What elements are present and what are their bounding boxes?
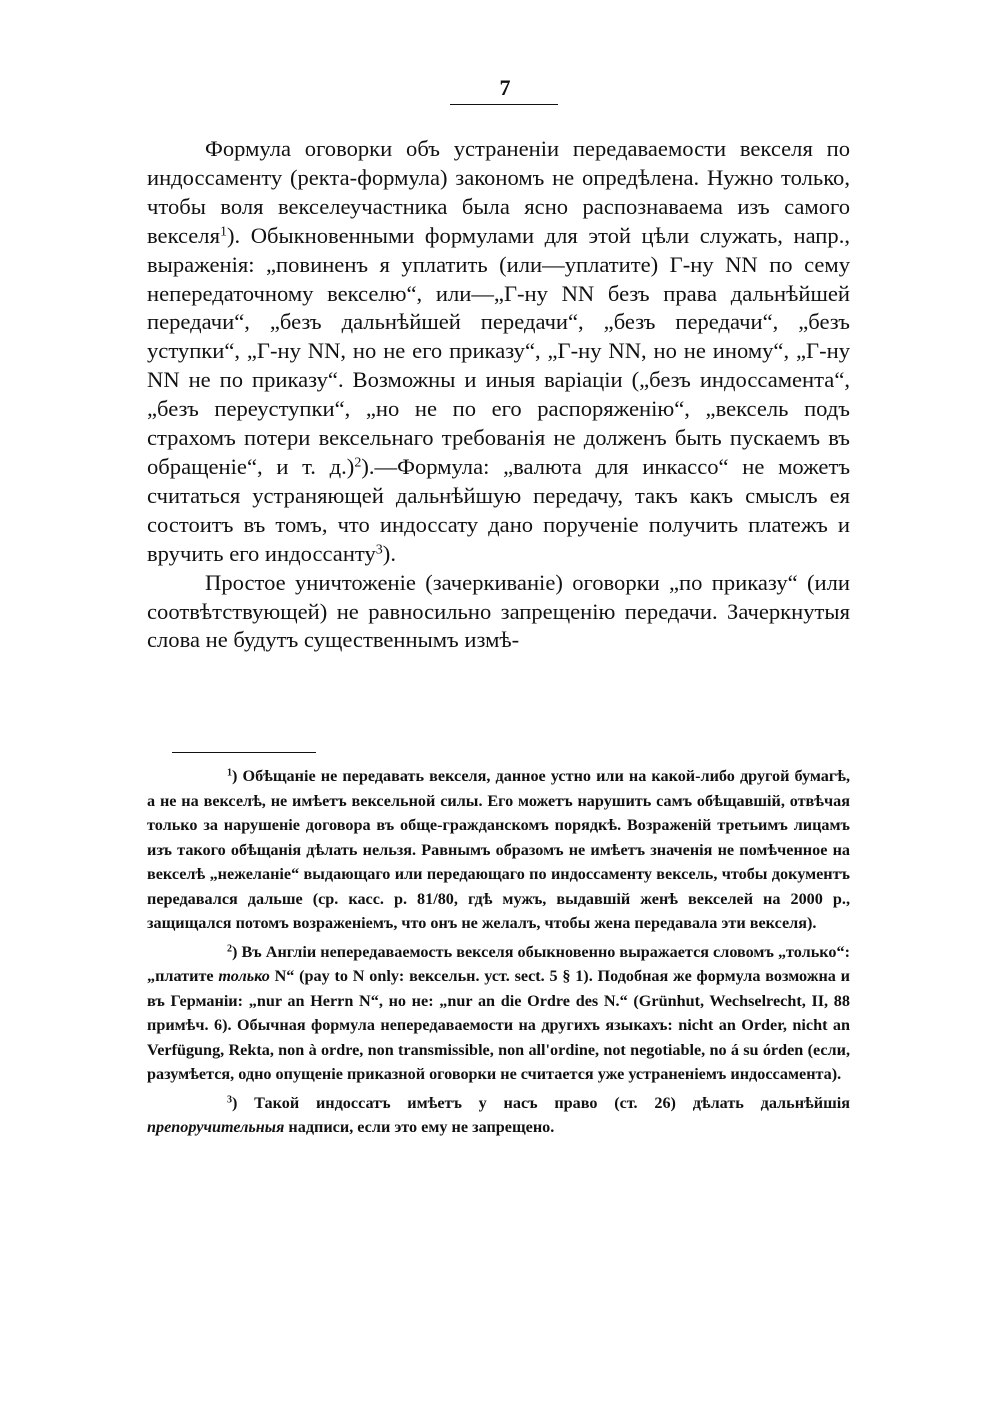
footnote-1-text: ) Обѣщаніе не передавать векселя, данное устно или на какой-либо другой бумагѣ, а не на векселѣ, не имѣетъ вексельной силы. Его можетъ нарушить самъ обѣщавшій, отвѣчая только за нарушеніе договора въ обще-гражданскомъ порядкѣ. Возраженій третьимъ лицамъ изъ такого обѣщанія дѣлать нельзя. Равнымъ образомъ не имѣетъ значенія не помѣченное на векселѣ „нежеланіе“ выдающаго или передающаго по индоссаменту вексель, чтобы документъ передавался дальше (ср. касс. р. 81/80, гдѣ мужъ, выдавшій женѣ векселей на 2000 р., защищался потомъ возраженіемъ, что онъ не желалъ, чтобы жена передавала эти векселя).	[147, 767, 850, 932]
footnote-2-text-a: ) Въ Англіи непередаваемость векселя обыкновенно выражается словомъ „только“: „платите	[147, 942, 850, 985]
paragraph-1-text-d: ).	[382, 540, 396, 566]
paragraph-1-text-c: ).—Формула: „валюта для инкассо“ не можетъ считаться устраняющей дальнѣйшую передачу, такъ какъ смыслъ ея состоитъ въ томъ, что индоссату дано порученіе получить платежъ и вручить его индоссанту	[147, 453, 850, 566]
footnote-3-text-b: надписи, если это ему не запрещено.	[284, 1118, 555, 1136]
footnote-ref-2: 2	[354, 455, 362, 471]
main-text	[147, 135, 850, 655]
paragraph-1-text-b: ). Обыкновенными формулами для этой цѣли служать, напр., выраженія: „повиненъ я уплатить (или—уплатите) Г-ну NN по сему непередаточному векселю“, или—„Г-ну NN безъ права дальнѣйшей передачи“, „безъ дальнѣйшей передачи“, „безъ передачи“, „безъ уступки“, „Г-ну NN, но не его приказу“, „Г-ну NN, но не иному“, „Г-ну NN не по приказу“. Возможны и иныя варіаціи („безъ индоссамента“, „безъ переуступки“, „но не по его распоряженію“, „вексель подъ страхомъ потери вексельнаго требованія не долженъ быть пускаемъ въ обращеніе“, и т. д.)	[147, 222, 850, 479]
paragraph-1	[147, 135, 850, 569]
footnote-3-text-a: ) Такой индоссатъ имѣетъ у насъ право (ст. 26) дѣлать дальнѣйшія	[232, 1093, 850, 1112]
footnote-2-italic: только	[218, 967, 270, 985]
page-number: 7	[499, 75, 511, 100]
footnote-3	[147, 1091, 850, 1140]
footnote-1	[147, 764, 850, 936]
footnote-2-text-b: N“ (pay to N only: вексельн. уст. sect. 5 § 1). Подобная же формула возможна и въ Германіи: „nur an Herrn N“, но не: „nur an die Ordre des N.“ (Grünhut, Wechselrecht, II, 88 примѣч. 6). Обычная формула непередаваемости на другихъ языкахъ: nicht an Order, nicht an Verfügung, Rekta, non à ordre, non transmissible, non all'ordine, not negotiable, no á su órden (если, разумѣется, одно опущеніе приказной оговорки не считается уже устраненіемъ индоссамента).	[147, 967, 851, 1083]
footnotes	[147, 764, 850, 1140]
footnote-2	[147, 940, 850, 1087]
paragraph-2	[147, 569, 850, 656]
footnote-1-mark: 1	[227, 767, 233, 779]
footnote-ref-3: 3	[375, 541, 383, 557]
footnote-3-mark: 3	[227, 1093, 233, 1105]
footnote-ref-1: 1	[219, 224, 227, 240]
paragraph-2-text: Простое уничтоженіе (зачеркиваніе) оговорки „по приказу“ (или соотвѣтствующей) не равносильно запрещенію передачи. Зачеркнутыя слова не будутъ существеннымъ измѣ-	[147, 569, 850, 653]
page-number-rule	[450, 104, 558, 105]
footnote-separator	[172, 752, 316, 753]
footnote-2-mark: 2	[227, 942, 233, 954]
footnote-3-italic: препоручительныя	[147, 1118, 285, 1136]
paragraph-1-text-a: Формула оговорки объ устраненіи передаваемости векселя по индоссаменту (ректа-формула) закономъ не опредѣлена. Нужно только, чтобы воля векселеучастника была ясно распознаваема изъ самого векселя	[147, 136, 850, 248]
